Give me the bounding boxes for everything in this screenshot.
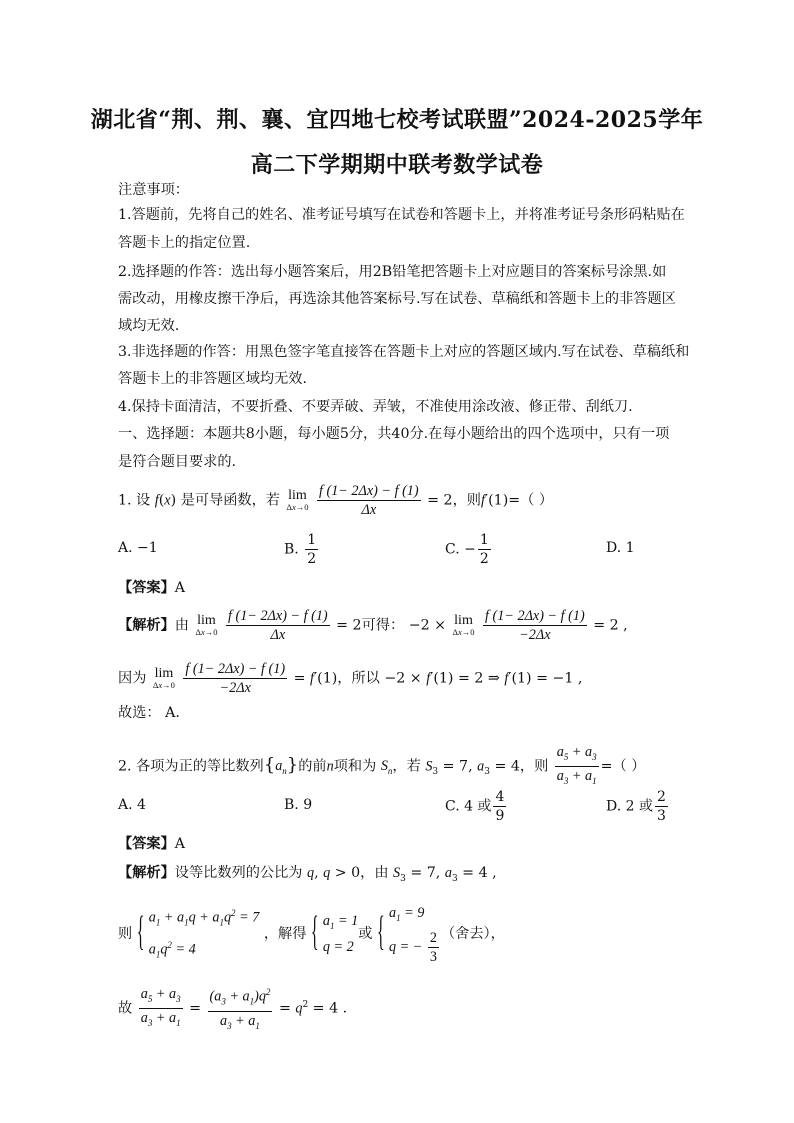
q1-analysis-2: 因为 lim Δx→0 $\frac{f (1- 2\Delta x) - f (1)}{-2\Delta x}$ = f′(1)，所以 −2 × f′(1) = 2 ⇒ f′(1) = −1 ,: [118, 661, 583, 696]
q1-option-b: B. $\frac{1}{2}$: [284, 532, 317, 567]
note-4: 4.保持卡面清洁，不要折叠、不要弄破、弄皱，不准使用涂改液、修正带、刮纸刀.: [118, 399, 633, 415]
q2-answer: 【答案】A: [118, 836, 186, 852]
q1-mid: 是可导函数，若: [180, 492, 280, 509]
note-1b: 答题卡上的指定位置.: [118, 235, 251, 251]
q1-option-a: A. −1: [118, 540, 158, 556]
note-1a: 1.答题前，先将自己的姓名、准考证号填写在试卷和答题卡上，并将准考证号条形码粘贴在: [118, 207, 685, 223]
q2-option-c: C. 4 或 $\frac{4}{9}$: [445, 789, 505, 824]
note-3b: 答题卡上的非答题区域均无效.: [118, 371, 307, 387]
q1-fraction: $\frac{f (1- 2\Delta x) - f (1)}{\Delta x}$: [318, 483, 419, 518]
exam-title-line1: 湖北省“荆、荆、襄、宜四地七校考试联盟”2024-2025学年: [90, 107, 704, 133]
question-1: 1. 设 f(x) 是可导函数，若 lim Δx→0 $\frac{f (1- 2\Delta x) - f (1)}{\Delta x}$ = 2，则f′(1)=（ ）: [118, 483, 554, 518]
q1-paren: =（ ）: [508, 492, 554, 509]
q2-analysis-1: 【解析】设等比数列的公比为 q, q > 0，由 $S_3 = 7$, $a_3 = 4$ ,: [118, 865, 497, 884]
q1-answer: 【答案】A: [118, 580, 186, 596]
note-3a: 3.非选择题的作答：用黑色签字笔直接答在答题卡上对应的答题区域内.写在试卷、草稿纸和: [118, 344, 690, 360]
section-heading-a: 一、选择题：本题共8小题，每小题5分，共40分.在每小题给出的四个选项中，只有一项: [118, 426, 670, 442]
exam-title-line2: 高二下学期期中联考数学试卷: [250, 152, 544, 178]
q2-analysis-3: 故 $\frac{a_5 + a_3}{a_3 + a_1}$ = $\frac{(a_3 + a_1)q^2}{a_3 + a_1}$ = $q^2 = 4$ .: [118, 983, 347, 1034]
note-2c: 域均无效.: [118, 318, 180, 334]
q2-option-a: A. 4: [118, 797, 146, 813]
question-2: 2. 各项为正的等比数列$\{a_n\}$的前n项和为 $S_n$，若 $S_3 = 7$, $a_3 = 4$，则 $\frac{a_5 + a_3}{a_3 + a_1}$ =（ ）: [118, 744, 646, 786]
q1-analysis-1: 【解析】由 lim Δx→0 $\frac{f (1- 2\Delta x) - f (1)}{\Delta x}$ = 2可得： −2 × lim Δx→0 $\frac{f (1- 2\Delta x) - f (1)}{-2\Delta x}$ = 2 ,: [118, 608, 628, 643]
q2-option-b: B. 9: [284, 797, 313, 813]
q1-choose: 故选： A.: [118, 705, 180, 721]
q1-option-d: D. 1: [606, 540, 635, 556]
q2-analysis-2: 则 { $a_1 + a_1q + a_1q^2 = 7$ $a_1q^2 = 4$ ，解得 { $a_1 = 1$ q = 2 或 { $a_1 = 9$ q = − $\frac{2}{3}$ （舍去），: [118, 902, 505, 966]
q1-then: ，则: [452, 492, 481, 509]
note-2b: 需改动，用橡皮擦干净后，再选涂其他答案标号.写在试卷、草稿纸和答题卡上的非答题区: [118, 291, 676, 307]
note-2a: 2.选择题的作答：选出每小题答案后，用2B铅笔把答题卡上对应题目的答案标号涂黑.如: [118, 264, 667, 280]
section-heading-b: 是符合题目要求的.: [118, 454, 237, 470]
notes-heading: 注意事项：: [118, 182, 189, 198]
q2-option-d: D. 2 或 $\frac{2}{3}$: [606, 789, 666, 824]
q1-prefix: 1. 设: [118, 492, 151, 509]
q1-option-c: C. − $\frac{1}{2}$: [445, 532, 489, 567]
